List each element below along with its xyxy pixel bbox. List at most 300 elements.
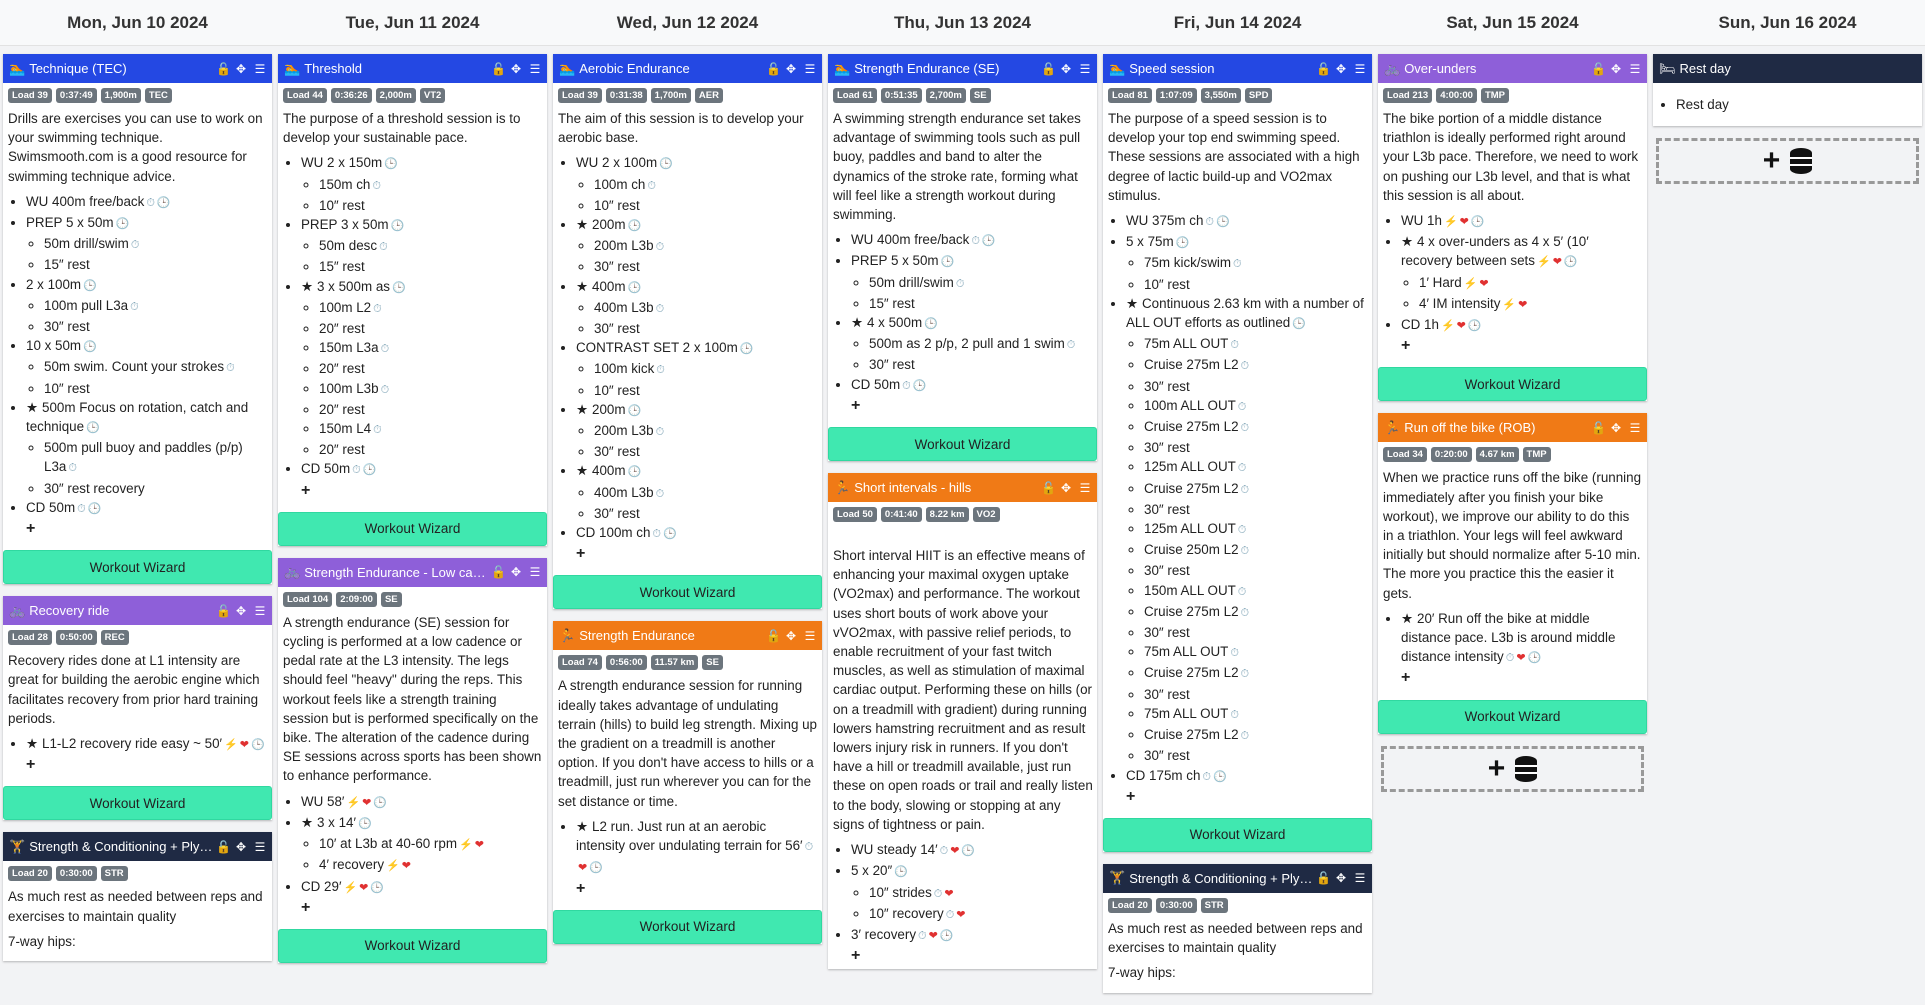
workout-step	[26, 336, 268, 398]
pace-icon: ⏱	[352, 464, 361, 477]
card-body	[3, 105, 272, 542]
menu-icon[interactable]: ☰	[1354, 871, 1366, 886]
workout-wizard-button[interactable]: Workout Wizard	[3, 786, 272, 820]
lock-icon[interactable]: 🔓	[1316, 871, 1331, 886]
step-text: 5 x 20″	[851, 863, 893, 879]
workout-step	[594, 504, 818, 523]
heart-icon: ❤	[1516, 652, 1526, 665]
pace-icon: ⏱	[655, 487, 665, 500]
workout-wizard-button[interactable]: Workout Wizard	[278, 929, 547, 963]
add-workout-dropzone[interactable]	[1656, 138, 1919, 184]
day-header: Sat, Jun 15 2024	[1375, 0, 1650, 46]
menu-icon[interactable]: ☰	[804, 61, 816, 76]
workout-steps	[301, 792, 543, 917]
pace-icon: ⏱	[1230, 339, 1239, 352]
workout-card	[1378, 54, 1647, 401]
card-header[interactable]	[3, 832, 272, 861]
metric-badge: 11.57 km	[651, 655, 699, 670]
step-text: 10″ rest	[594, 197, 640, 213]
add-step-button[interactable]: +	[1401, 337, 1411, 355]
card-title[interactable]: Strength & Conditioning + Ply…	[1129, 870, 1313, 886]
heart-icon: ❤	[359, 881, 369, 894]
step-text: CD 1h	[1401, 317, 1439, 333]
pace-icon: ⏱	[1237, 400, 1247, 413]
card-title[interactable]: Strength Endurance (SE)	[854, 61, 1000, 76]
metric-badge: Load 39	[8, 88, 52, 103]
step-text: 10 x 50m	[26, 338, 82, 354]
metric-badge: 4:00:00	[1436, 88, 1477, 103]
workout-step	[594, 359, 818, 380]
lock-icon[interactable]: 🔓	[1591, 420, 1606, 435]
card-title[interactable]: Rest day	[1679, 61, 1731, 76]
step-text: Cruise 250m L2	[1144, 542, 1239, 558]
move-icon[interactable]: ✥	[235, 839, 247, 854]
menu-icon[interactable]: ☰	[254, 61, 266, 76]
menu-icon[interactable]: ☰	[804, 628, 816, 643]
card-title[interactable]: Speed session	[1129, 61, 1215, 76]
run-icon: 🏃	[834, 479, 851, 495]
workout-step	[576, 153, 818, 215]
move-icon[interactable]: ✥	[235, 603, 247, 618]
card-body	[1378, 464, 1647, 691]
step-text: 200m L3b	[594, 423, 654, 439]
database-icon	[1790, 148, 1812, 174]
workout-wizard-button[interactable]: Workout Wizard	[553, 575, 822, 609]
pace-icon: ⏱	[655, 426, 665, 439]
card-controls	[216, 62, 266, 76]
workout-steps	[1401, 609, 1643, 688]
metric-badge: SPD	[1245, 88, 1273, 103]
step-text: 4′ recovery	[319, 857, 385, 873]
move-icon[interactable]: ✥	[510, 61, 522, 76]
move-icon[interactable]: ✥	[1335, 61, 1347, 76]
workout-step	[1126, 232, 1368, 294]
star-icon: ★	[576, 217, 589, 233]
heart-icon: ❤	[1459, 216, 1469, 229]
workout-step	[1144, 377, 1368, 396]
card-title[interactable]: Over-unders	[1404, 61, 1477, 76]
card-header[interactable]	[278, 558, 547, 587]
clock-icon: 🕒	[384, 158, 398, 171]
workout-card	[1103, 54, 1372, 852]
pace-icon: ⏱	[146, 196, 155, 209]
add-step-button[interactable]: +	[851, 947, 861, 965]
step-text: 75m ALL OUT	[1144, 336, 1229, 352]
card-body	[3, 883, 272, 961]
workout-step	[851, 230, 1093, 251]
substeps	[869, 334, 1093, 374]
card-title[interactable]: Short intervals - hills	[854, 480, 972, 496]
move-icon[interactable]: ✥	[235, 61, 247, 76]
workout-step	[594, 257, 818, 276]
pace-icon: ⏱	[655, 302, 665, 315]
add-step-button[interactable]: +	[576, 545, 586, 563]
step-text: WU 58′	[301, 793, 345, 809]
metric-badge: VO2	[973, 507, 1000, 522]
card-body	[553, 672, 822, 901]
workout-card	[1378, 413, 1647, 733]
workout-card	[3, 832, 272, 961]
add-step-button[interactable]: +	[301, 481, 311, 499]
card-header[interactable]	[1103, 54, 1372, 83]
card-header[interactable]	[1103, 864, 1372, 893]
menu-icon[interactable]: ☰	[529, 565, 541, 580]
workout-card	[1653, 54, 1922, 126]
metric-badge: 0:50:00	[56, 630, 97, 645]
step-text: CD 29′	[301, 878, 342, 894]
lock-icon[interactable]: 🔓	[491, 61, 506, 76]
add-workout-dropzone[interactable]	[1381, 746, 1644, 792]
workout-card	[278, 558, 547, 963]
run-icon: 🏃	[1384, 419, 1401, 435]
card-title[interactable]: Strength Endurance	[579, 628, 695, 644]
move-icon[interactable]: ✥	[1335, 871, 1347, 886]
step-text: CD 175m ch	[1126, 767, 1201, 783]
workout-step	[1144, 540, 1368, 561]
card-header[interactable]	[1653, 54, 1922, 83]
workout-wizard-button[interactable]: Workout Wizard	[828, 427, 1097, 461]
workout-step	[869, 355, 1093, 374]
workout-step	[576, 817, 818, 879]
step-text: 30″ rest recovery	[44, 480, 145, 496]
clock-icon: 🕒	[83, 279, 97, 292]
workout-step	[319, 440, 543, 459]
card-header[interactable]	[828, 473, 1097, 502]
card-title[interactable]: Strength Endurance - Low ca…	[304, 564, 486, 580]
pace-icon: ⏱	[77, 502, 86, 515]
substeps	[319, 236, 543, 276]
metric-badge: 2:09:00	[336, 592, 377, 607]
workout-step	[319, 338, 543, 359]
metric-badge: Load 28	[8, 630, 52, 645]
star-icon: ★	[576, 463, 589, 479]
card-header[interactable]	[553, 54, 822, 83]
step-text: 150m ALL OUT	[1144, 582, 1236, 598]
workout-step	[869, 904, 1093, 925]
substeps	[594, 421, 818, 461]
move-icon[interactable]: ✥	[785, 61, 797, 76]
day-header: Sun, Jun 16 2024	[1650, 0, 1925, 46]
move-icon[interactable]: ✥	[1610, 61, 1622, 76]
swim-icon: 🏊	[559, 60, 576, 76]
card-header[interactable]	[278, 54, 547, 83]
card-description: As much rest as needed between reps and exercises to maintain quality	[8, 889, 263, 924]
add-step-button[interactable]: +	[1401, 669, 1411, 687]
workout-step	[26, 498, 268, 519]
step-text: 30″ rest	[44, 319, 90, 335]
menu-icon[interactable]: ☰	[1629, 61, 1641, 76]
metric-badge: 0:56:00	[606, 655, 647, 670]
clock-icon: 🕒	[627, 281, 642, 294]
swim-icon: 🏊	[9, 60, 26, 76]
workout-step	[1401, 315, 1643, 336]
card-description: A strength endurance (SE) session for cycling is performed at a low cadence or pedal rate at the L3 intensity. The legs should feel "heavy" during the reps. This workout feels like a strength training session but is performed specifically on the bike. The alteration of the cadence during SE sessions across sports has been shown to enhance performance.	[283, 614, 542, 784]
workout-wizard-button[interactable]: Workout Wizard	[1378, 700, 1647, 734]
card-title[interactable]: Run off the bike (ROB)	[1404, 420, 1536, 436]
clock-icon: 🕒	[1527, 652, 1542, 665]
workout-step	[1144, 685, 1368, 704]
workout-step	[301, 877, 543, 898]
workout-step	[1144, 334, 1368, 355]
clock-icon: 🕒	[627, 466, 642, 479]
card-header[interactable]	[553, 621, 822, 650]
step-text: WU 375m ch	[1126, 213, 1204, 229]
day-column	[1378, 54, 1647, 798]
clock-icon: 🕒	[739, 343, 754, 356]
pace-icon: ⏱	[1205, 216, 1214, 229]
power-icon: ⚡	[1443, 216, 1458, 229]
workout-step	[26, 275, 268, 337]
star-icon: ★	[26, 736, 39, 752]
step-text: 30″ rest	[869, 357, 915, 373]
workout-card	[828, 473, 1097, 969]
workout-step	[1144, 561, 1368, 580]
workout-step	[1144, 623, 1368, 642]
step-text: 20″ rest	[319, 361, 365, 377]
step-text: 100m pull L3a	[44, 297, 129, 313]
step-text: CD 50m	[26, 499, 76, 515]
pace-icon: ⏱	[647, 179, 656, 192]
workout-wizard-button[interactable]: Workout Wizard	[278, 512, 547, 546]
menu-icon[interactable]: ☰	[1354, 61, 1366, 76]
card-tags	[828, 83, 1097, 105]
card-controls	[491, 565, 541, 579]
pace-icon: ⏱	[1230, 647, 1239, 660]
day-column	[3, 54, 272, 973]
step-text: 150m L3a	[319, 340, 379, 356]
pace-icon: ⏱	[380, 383, 390, 396]
pace-icon: ⏱	[226, 362, 235, 375]
add-step-button[interactable]: +	[26, 756, 36, 774]
bike-icon: 🚲	[1384, 60, 1401, 76]
clock-icon: 🕒	[87, 502, 102, 515]
pace-icon: ⏱	[902, 379, 911, 392]
workout-wizard-button[interactable]: Workout Wizard	[3, 550, 272, 584]
step-text: 50m swim. Count your strokes	[44, 359, 225, 375]
substeps	[319, 834, 543, 876]
step-text: Cruise 275m L2	[1144, 419, 1239, 435]
menu-icon[interactable]: ☰	[254, 839, 266, 854]
card-header[interactable]	[3, 54, 272, 83]
menu-icon[interactable]: ☰	[529, 61, 541, 76]
workout-step	[1401, 609, 1643, 669]
clock-icon: 🕒	[1470, 216, 1485, 229]
clock-icon: 🕒	[924, 318, 938, 331]
menu-icon[interactable]: ☰	[1629, 420, 1641, 435]
day-column	[553, 54, 822, 956]
workout-step	[1126, 766, 1368, 787]
card-header[interactable]	[1378, 54, 1647, 83]
add-step-button[interactable]: +	[26, 520, 36, 538]
star-icon: ★	[26, 399, 39, 415]
workout-step	[594, 421, 818, 442]
substeps	[44, 234, 268, 274]
database-icon	[1515, 756, 1537, 782]
step-text: 2 x 100m	[26, 276, 82, 292]
add-step-button[interactable]: +	[301, 898, 311, 916]
lock-icon[interactable]: 🔓	[766, 628, 781, 643]
workout-step	[1144, 438, 1368, 457]
workout-step	[1144, 746, 1368, 765]
pace-icon: ⏱	[1237, 524, 1247, 537]
workout-step	[301, 153, 543, 215]
workout-wizard-button[interactable]: Workout Wizard	[1378, 367, 1647, 401]
metric-badge: 0:31:38	[606, 88, 647, 103]
pace-icon: ⏱	[1240, 545, 1250, 558]
day-column	[828, 54, 1097, 981]
move-icon[interactable]: ✥	[785, 628, 797, 643]
card-body	[278, 609, 547, 921]
move-icon[interactable]: ✥	[1610, 420, 1622, 435]
metric-badge: 0:30:00	[1156, 898, 1197, 913]
heart-icon: ❤	[1552, 256, 1562, 269]
workout-step	[319, 175, 543, 196]
card-title[interactable]: Aerobic Endurance	[579, 61, 690, 76]
step-text: 75m ALL OUT	[1144, 705, 1229, 721]
metric-badge: 0:37:49	[56, 88, 97, 103]
day-header: Thu, Jun 13 2024	[825, 0, 1100, 46]
pace-icon: ⏱	[918, 929, 927, 942]
clock-icon: 🕒	[659, 158, 673, 171]
workout-step	[576, 523, 818, 544]
card-header[interactable]	[3, 596, 272, 625]
step-text: CD 50m	[851, 376, 901, 392]
step-text: 15″ rest	[869, 295, 915, 311]
workout-step	[576, 277, 818, 339]
pace-icon: ⏱	[971, 235, 980, 248]
lock-icon[interactable]: 🔓	[1041, 61, 1056, 76]
clock-icon: 🕒	[589, 862, 603, 875]
lock-icon[interactable]: 🔓	[1316, 61, 1331, 76]
rest-icon: 🛏	[1659, 60, 1676, 76]
workout-step	[1144, 479, 1368, 500]
pace-icon: ⏱	[130, 300, 139, 313]
step-text: CD 50m	[301, 461, 351, 477]
substeps	[594, 483, 818, 523]
card-title[interactable]: Recovery ride	[29, 603, 110, 619]
day-header: Wed, Jun 12 2024	[550, 0, 825, 46]
clock-icon: 🕒	[981, 235, 996, 248]
metric-badge: Load 34	[1383, 447, 1427, 462]
menu-icon[interactable]: ☰	[1079, 480, 1091, 495]
workout-step	[594, 483, 818, 504]
lock-icon[interactable]: 🔓	[216, 61, 231, 76]
power-icon: ⚡	[1463, 277, 1478, 290]
step-text: 5 x 75m	[1126, 234, 1174, 250]
step-text: 30″ rest	[594, 321, 640, 337]
workout-step	[1144, 581, 1368, 602]
clock-icon: 🕒	[86, 422, 100, 435]
workout-card	[553, 54, 822, 609]
metric-badge: SE	[381, 592, 402, 607]
star-icon: ★	[851, 315, 864, 331]
metric-badge: 0:41:40	[881, 507, 922, 522]
card-title[interactable]: Strength & Conditioning + Ply…	[29, 839, 213, 855]
clock-icon: 🕒	[1467, 320, 1482, 333]
card-tags	[828, 502, 1097, 524]
card-controls	[766, 62, 816, 76]
workout-wizard-button[interactable]: Workout Wizard	[553, 910, 822, 944]
lock-icon[interactable]: 🔓	[216, 839, 231, 854]
step-text: Cruise 275m L2	[1144, 357, 1239, 373]
plus-icon: +	[1487, 751, 1506, 785]
workout-step	[594, 298, 818, 319]
step-text: 400m	[592, 463, 626, 479]
step-text: 75m ALL OUT	[1144, 644, 1229, 660]
card-header[interactable]	[828, 54, 1097, 83]
step-text: 30″ rest	[1144, 501, 1190, 517]
lock-icon[interactable]: 🔓	[766, 61, 781, 76]
menu-icon[interactable]: ☰	[1079, 61, 1091, 76]
step-text: 15″ rest	[44, 257, 90, 273]
substeps	[44, 357, 268, 397]
clock-icon: 🕒	[961, 845, 976, 858]
add-step-button[interactable]: +	[851, 396, 861, 414]
pace-icon: ⏱	[939, 845, 949, 858]
card-description: When we practice runs off the bike (running immediately after you finish your bike workout), we improve our ability to do this in a triathlon. Your legs will feel awkward initially but should normalize after 5-10 min. The more you practice this the easier it gets.	[1383, 470, 1642, 601]
lock-icon[interactable]: 🔓	[1041, 480, 1056, 495]
add-step-button[interactable]: +	[576, 879, 586, 897]
workout-step	[301, 277, 543, 460]
card-description: The bike portion of a middle distance triathlon is ideally performed right around your L3b pace. Therefore, we need to work on pushing our L3b level, and that is what this session is all about.	[1383, 111, 1639, 203]
step-text: PREP 3 x 50m	[301, 217, 389, 233]
clock-icon: 🕒	[940, 256, 955, 269]
workout-step	[26, 734, 268, 755]
add-step-button[interactable]: +	[1126, 787, 1136, 805]
workout-step	[869, 883, 1093, 904]
step-text: 15″ rest	[319, 259, 365, 275]
workout-step	[26, 398, 268, 498]
heart-icon: ❤	[1479, 277, 1489, 290]
workout-step	[1144, 642, 1368, 663]
workout-step	[319, 379, 543, 400]
step-text: L1-L2 recovery ride easy ~ 50′	[42, 736, 223, 752]
card-controls	[1316, 871, 1366, 885]
pace-icon: ⏱	[804, 841, 814, 854]
step-text: 50m desc	[319, 238, 378, 254]
star-icon: ★	[576, 818, 589, 834]
pace-icon: ⏱	[1230, 708, 1239, 721]
step-text: PREP 5 x 50m	[26, 215, 114, 231]
metric-badge: Load 39	[558, 88, 602, 103]
workout-wizard-button[interactable]: Workout Wizard	[1103, 818, 1372, 852]
card-title[interactable]: Technique (TEC)	[29, 61, 127, 76]
workout-step	[319, 419, 543, 440]
card-tags	[3, 861, 272, 883]
card-description: 7-way hips:	[8, 933, 76, 949]
metric-badge: 1:07:09	[1156, 88, 1197, 103]
workout-step	[576, 461, 818, 523]
card-title[interactable]: Threshold	[304, 61, 362, 76]
lock-icon[interactable]: 🔓	[1591, 61, 1606, 76]
workout-step	[301, 215, 543, 277]
star-icon: ★	[301, 278, 314, 294]
move-icon[interactable]: ✥	[1060, 61, 1072, 76]
clock-icon: 🕒	[156, 196, 171, 209]
step-text: 150m ch	[319, 176, 371, 192]
lock-icon[interactable]: 🔓	[216, 603, 231, 618]
move-icon[interactable]: ✥	[510, 565, 522, 580]
lock-icon[interactable]: 🔓	[491, 565, 506, 580]
pace-icon: ⏱	[945, 908, 955, 921]
step-text: 30″ rest	[594, 259, 640, 275]
workout-step	[1144, 519, 1368, 540]
move-icon[interactable]: ✥	[1060, 480, 1072, 495]
workout-step	[1401, 211, 1643, 232]
card-header[interactable]	[1378, 413, 1647, 442]
star-icon: ★	[1401, 610, 1414, 626]
menu-icon[interactable]: ☰	[254, 603, 266, 618]
